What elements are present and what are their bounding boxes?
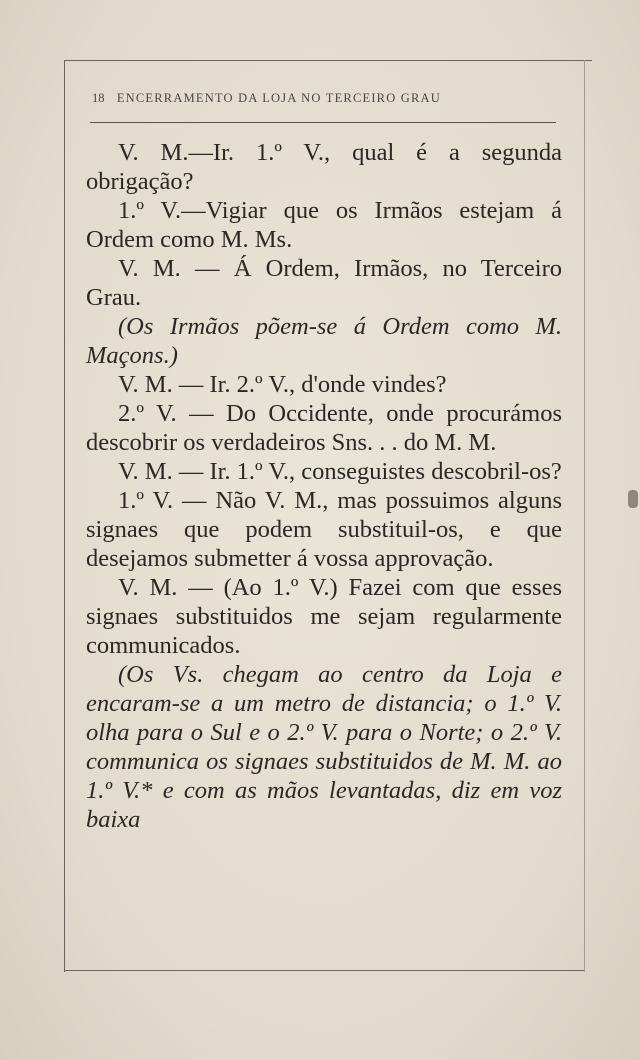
paragraph-vm-order: V. M. — Á Ordem, Irmãos, no Terceiro Grau. xyxy=(86,255,562,311)
body-text xyxy=(86,138,562,834)
paragraph-vm-question-1: V. M.—Ir. 1.º V., qual é a segunda obrigação? xyxy=(86,139,562,195)
frame-border-left xyxy=(64,60,65,972)
paragraph-vm-question-3: V. M. — Ir. 1.º V., conseguistes descobril-os? xyxy=(118,458,562,485)
stage-direction-2: (Os Vs. chegam ao centro da Loja e encaram-se a um metro de distancia; o 1.º V. olha para o Sul e o 2.º V. para o Norte; o 2.º V. communica os signaes substituidos de M. M. ao 1.º V.* e com as mãos levantadas, diz em voz baixa xyxy=(86,661,562,833)
stage-direction-1: (Os Irmãos põem-se á Ordem como M. Maçons.) xyxy=(86,313,562,369)
margin-stain xyxy=(628,490,638,508)
paragraph-1v-answer-1: 1.º V.—Vigiar que os Irmãos estejam á Ordem como M. Ms. xyxy=(86,197,562,253)
running-header xyxy=(92,91,562,106)
frame-border-bottom xyxy=(64,970,584,971)
header-rule xyxy=(90,122,556,123)
paragraph-vm-command: V. M. — (Ao 1.º V.) Fazei com que esses signaes substituidos me sejam regularmente communicados. xyxy=(86,574,562,659)
page-number: 18 xyxy=(92,91,105,105)
frame-border-right xyxy=(584,60,585,972)
paragraph-1v-answer-2: 1.º V. — Não V. M., mas possuimos alguns signaes que podem substituil-os, e que desejamos submetter á vossa approvação. xyxy=(86,487,562,572)
frame-border-top xyxy=(64,60,592,61)
paragraph-2v-answer: 2.º V. — Do Occidente, onde procurámos descobrir os verdadeiros Sns. . . do M. M. xyxy=(86,400,562,456)
paragraph-vm-question-2: V. M. — Ir. 2.º V., d'onde vindes? xyxy=(118,371,447,398)
running-title: ENCERRAMENTO DA LOJA NO TERCEIRO GRAU xyxy=(116,91,441,105)
